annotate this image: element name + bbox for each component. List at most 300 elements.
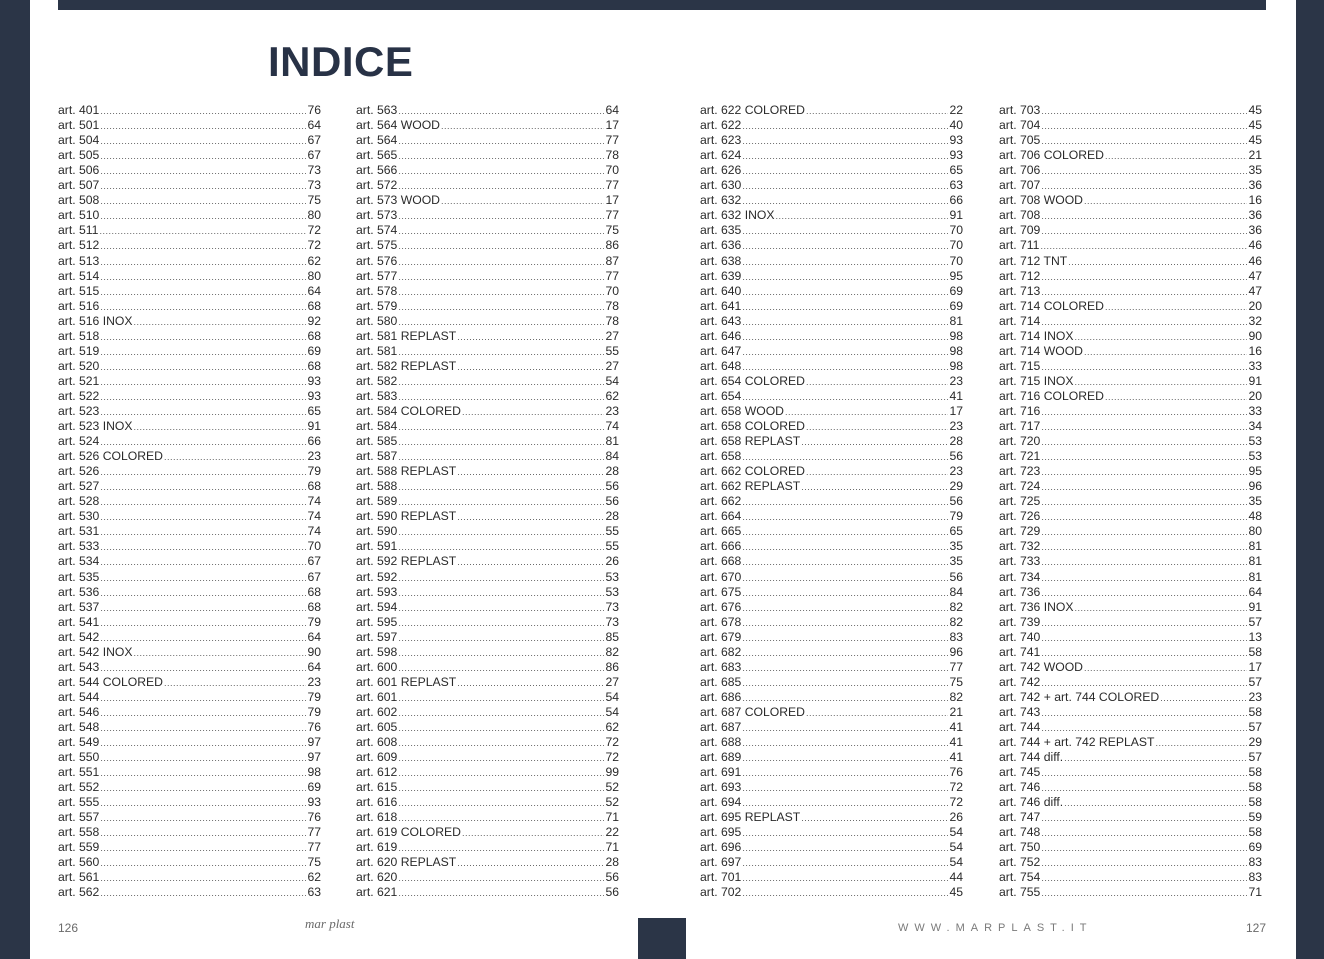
dot-leader xyxy=(742,570,948,585)
index-entry xyxy=(58,163,321,178)
page-ref: 22 xyxy=(949,103,963,118)
index-entry xyxy=(58,269,321,284)
page-ref: 64 xyxy=(1248,584,1262,599)
dot-leader xyxy=(742,284,948,299)
dot-leader xyxy=(1041,494,1247,509)
article-name: art. 601 xyxy=(356,689,398,704)
page-ref: 23 xyxy=(605,403,619,418)
page-ref: 67 xyxy=(307,569,321,584)
index-entry xyxy=(356,810,619,825)
page-ref: 47 xyxy=(1248,268,1262,283)
dot-leader xyxy=(398,269,604,284)
index-entry xyxy=(58,404,321,419)
article-name: art. 516 xyxy=(58,298,100,313)
page-ref: 55 xyxy=(605,524,619,539)
article-name: art. 563 xyxy=(356,103,398,118)
page-ref: 66 xyxy=(307,434,321,449)
page-ref: 76 xyxy=(307,103,321,118)
page-ref: 54 xyxy=(949,855,963,870)
article-name: art. 560 xyxy=(58,855,100,870)
article-name: art. 524 xyxy=(58,434,100,449)
index-entry xyxy=(58,193,321,208)
page-ref: 56 xyxy=(605,885,619,900)
article-name: art. 561 xyxy=(58,870,100,885)
index-entry xyxy=(58,359,321,374)
article-name: art. 510 xyxy=(58,208,100,223)
article-name: art. 615 xyxy=(356,780,398,795)
dot-leader xyxy=(1105,148,1247,163)
dot-leader xyxy=(1160,690,1247,705)
page-ref: 77 xyxy=(605,178,619,193)
index-entry xyxy=(999,885,1262,900)
article-name: art. 543 xyxy=(58,659,100,674)
dot-leader xyxy=(398,885,604,900)
index-entry xyxy=(356,720,619,735)
dot-leader xyxy=(457,554,604,569)
article-name: art. 580 xyxy=(356,313,398,328)
article-name: art. 518 xyxy=(58,328,100,343)
index-entry xyxy=(58,840,321,855)
index-entry xyxy=(356,178,619,193)
page-ref: 82 xyxy=(949,689,963,704)
index-entry xyxy=(700,148,963,163)
dot-leader xyxy=(806,374,948,389)
page-ref: 63 xyxy=(949,178,963,193)
index-entry xyxy=(700,133,963,148)
page-ref: 93 xyxy=(307,795,321,810)
index-entry xyxy=(58,133,321,148)
page-ref: 62 xyxy=(307,253,321,268)
dot-leader xyxy=(398,208,604,223)
page-ref: 64 xyxy=(307,629,321,644)
index-entry xyxy=(700,600,963,615)
article-name: art. 666 xyxy=(700,539,742,554)
article-name: art. 694 xyxy=(700,795,742,810)
page-ref: 33 xyxy=(1248,358,1262,373)
page-ref: 57 xyxy=(1248,750,1262,765)
index-entry xyxy=(356,238,619,253)
dot-leader xyxy=(1041,615,1247,630)
dot-leader xyxy=(398,254,604,269)
dot-leader xyxy=(1041,464,1247,479)
article-name: art. 544 COLORED xyxy=(58,674,163,689)
index-entry xyxy=(700,238,963,253)
page-ref: 76 xyxy=(949,765,963,780)
dot-leader xyxy=(398,570,604,585)
dot-leader xyxy=(742,178,948,193)
article-name: art. 712 xyxy=(999,268,1041,283)
dot-leader xyxy=(1155,735,1247,750)
article-name: art. 622 xyxy=(700,118,742,133)
page-ref: 98 xyxy=(949,358,963,373)
index-entry xyxy=(58,630,321,645)
article-name: art. 601 REPLAST xyxy=(356,674,457,689)
index-entry xyxy=(356,208,619,223)
page-ref: 76 xyxy=(307,810,321,825)
article-name: art. 724 xyxy=(999,479,1041,494)
page-ref: 55 xyxy=(605,343,619,358)
dot-leader xyxy=(742,148,948,163)
dot-leader xyxy=(742,600,948,615)
article-name: art. 691 xyxy=(700,765,742,780)
page-ref: 55 xyxy=(605,539,619,554)
article-name: art. 536 xyxy=(58,584,100,599)
index-entry xyxy=(58,735,321,750)
index-entry xyxy=(700,675,963,690)
page-ref: 95 xyxy=(1248,464,1262,479)
article-name: art. 542 INOX xyxy=(58,644,133,659)
top-bar xyxy=(58,0,1266,10)
index-entry xyxy=(58,103,321,118)
article-name: art. 562 xyxy=(58,885,100,900)
index-entry xyxy=(999,479,1262,494)
page-ref: 28 xyxy=(949,434,963,449)
dot-leader xyxy=(742,509,948,524)
article-name: art. 504 xyxy=(58,133,100,148)
page-ref: 26 xyxy=(605,554,619,569)
index-entry xyxy=(999,870,1262,885)
page-ref: 93 xyxy=(949,148,963,163)
article-name: art. 618 xyxy=(356,810,398,825)
page-ref: 63 xyxy=(307,885,321,900)
index-entry xyxy=(700,885,963,900)
index-entry xyxy=(356,163,619,178)
dot-leader xyxy=(1041,314,1247,329)
index-entry xyxy=(700,509,963,524)
article-name: art. 632 xyxy=(700,193,742,208)
page-ref: 79 xyxy=(949,509,963,524)
index-entry xyxy=(700,374,963,389)
page-ref: 69 xyxy=(949,283,963,298)
article-name: art. 742 WOOD xyxy=(999,659,1083,674)
article-name: art. 720 xyxy=(999,434,1041,449)
article-name: art. 678 xyxy=(700,614,742,629)
article-name: art. 541 xyxy=(58,614,100,629)
page-ref: 77 xyxy=(605,133,619,148)
article-name: art. 549 xyxy=(58,735,100,750)
article-name: art. 584 xyxy=(356,419,398,434)
index-entry xyxy=(999,344,1262,359)
page-ref: 72 xyxy=(605,750,619,765)
dot-leader xyxy=(1041,269,1247,284)
index-entry xyxy=(999,615,1262,630)
page-ref: 97 xyxy=(307,735,321,750)
page-ref: 17 xyxy=(605,193,619,208)
index-entry xyxy=(356,449,619,464)
dot-leader xyxy=(100,870,306,885)
dot-leader xyxy=(801,479,948,494)
page-ref: 54 xyxy=(605,689,619,704)
page-ref: 41 xyxy=(949,750,963,765)
page-ref: 56 xyxy=(605,479,619,494)
dot-leader xyxy=(1041,539,1247,554)
dot-leader xyxy=(1041,855,1247,870)
page-ref: 53 xyxy=(605,569,619,584)
dot-leader xyxy=(100,885,306,900)
article-name: art. 593 xyxy=(356,584,398,599)
article-name: art. 717 xyxy=(999,419,1041,434)
dot-leader xyxy=(742,660,948,675)
index-entry xyxy=(58,118,321,133)
index-entry xyxy=(356,675,619,690)
page-ref: 78 xyxy=(605,298,619,313)
article-name: art. 714 COLORED xyxy=(999,298,1104,313)
index-entry xyxy=(700,615,963,630)
page-ref: 70 xyxy=(949,238,963,253)
article-name: art. 688 xyxy=(700,735,742,750)
index-entry xyxy=(356,193,619,208)
index-entry xyxy=(356,359,619,374)
article-name: art. 505 xyxy=(58,148,100,163)
dot-leader xyxy=(398,600,604,615)
article-name: art. 544 xyxy=(58,689,100,704)
page-ref: 23 xyxy=(949,464,963,479)
index-entry xyxy=(58,449,321,464)
page-ref: 79 xyxy=(307,704,321,719)
page-ref: 70 xyxy=(949,223,963,238)
article-name: art. 620 REPLAST xyxy=(356,855,457,870)
dot-leader xyxy=(100,359,306,374)
page-ref: 64 xyxy=(307,283,321,298)
dot-leader xyxy=(100,374,306,389)
page-ref: 77 xyxy=(307,840,321,855)
article-name: art. 725 xyxy=(999,494,1041,509)
article-name: art. 552 xyxy=(58,780,100,795)
dot-leader xyxy=(398,585,604,600)
article-name: art. 743 xyxy=(999,704,1041,719)
page-ref: 53 xyxy=(1248,434,1262,449)
article-name: art. 647 xyxy=(700,343,742,358)
website-url: WWW.MARPLAST.IT xyxy=(898,922,1093,934)
dot-leader xyxy=(1041,284,1247,299)
article-name: art. 521 xyxy=(58,373,100,388)
page-ref: 71 xyxy=(605,810,619,825)
dot-leader xyxy=(398,449,604,464)
index-entry xyxy=(700,419,963,434)
dot-leader xyxy=(1041,705,1247,720)
dot-leader xyxy=(742,735,948,750)
dot-leader xyxy=(100,600,306,615)
index-entry xyxy=(58,253,321,268)
dot-leader xyxy=(398,344,604,359)
page-ref: 90 xyxy=(1248,328,1262,343)
page-ref: 75 xyxy=(605,223,619,238)
dot-leader xyxy=(1041,419,1247,434)
index-column-1 xyxy=(58,103,321,900)
dot-leader xyxy=(1075,329,1248,344)
index-entry xyxy=(58,539,321,554)
dot-leader xyxy=(398,389,604,404)
article-name: art. 531 xyxy=(58,524,100,539)
index-column-3 xyxy=(700,103,963,900)
index-entry xyxy=(58,675,321,690)
index-entry xyxy=(700,855,963,870)
dot-leader xyxy=(742,840,948,855)
index-entry xyxy=(999,103,1262,118)
page-ref: 54 xyxy=(605,704,619,719)
dot-leader xyxy=(457,855,604,870)
page-ref: 65 xyxy=(949,524,963,539)
page-ref: 29 xyxy=(949,479,963,494)
page-ref: 23 xyxy=(1248,689,1262,704)
page-ref: 80 xyxy=(307,268,321,283)
dot-leader xyxy=(1040,238,1247,253)
dot-leader xyxy=(1105,299,1247,314)
dot-leader xyxy=(1041,885,1247,900)
article-name: art. 548 xyxy=(58,719,100,734)
dot-leader xyxy=(806,705,948,720)
index-entry xyxy=(356,284,619,299)
page-ref: 57 xyxy=(1248,614,1262,629)
page-ref: 74 xyxy=(307,494,321,509)
index-entry xyxy=(999,419,1262,434)
index-entry xyxy=(58,780,321,795)
page-ref: 53 xyxy=(605,584,619,599)
page-ref: 78 xyxy=(605,313,619,328)
dot-leader xyxy=(1041,118,1247,133)
page-ref: 92 xyxy=(307,313,321,328)
dot-leader xyxy=(100,660,306,675)
dot-leader xyxy=(1105,389,1247,404)
index-entry xyxy=(700,253,963,268)
page-ref: 81 xyxy=(1248,569,1262,584)
dot-leader xyxy=(100,705,306,720)
page-ref: 77 xyxy=(605,268,619,283)
index-entry xyxy=(700,569,963,584)
dot-leader xyxy=(100,238,306,253)
index-entry xyxy=(58,615,321,630)
article-name: art. 550 xyxy=(58,750,100,765)
page-ref: 41 xyxy=(949,388,963,403)
dot-leader xyxy=(398,223,604,238)
page-ref: 73 xyxy=(605,599,619,614)
article-name: art. 582 xyxy=(356,373,398,388)
page-ref: 72 xyxy=(949,795,963,810)
page-ref: 58 xyxy=(1248,780,1262,795)
index-entry xyxy=(356,795,619,810)
article-name: art. 635 xyxy=(700,223,742,238)
dot-leader xyxy=(398,840,604,855)
page-ref: 79 xyxy=(307,689,321,704)
dot-leader xyxy=(457,509,604,524)
dot-leader xyxy=(100,208,306,223)
dot-leader xyxy=(785,404,948,419)
page-ref: 69 xyxy=(307,343,321,358)
article-name: art. 658 xyxy=(700,449,742,464)
article-name: art. 676 xyxy=(700,599,742,614)
dot-leader xyxy=(742,133,948,148)
article-name: art. 609 xyxy=(356,750,398,765)
article-name: art. 693 xyxy=(700,780,742,795)
index-entry xyxy=(356,645,619,660)
index-entry xyxy=(58,238,321,253)
dot-leader xyxy=(398,284,604,299)
dot-leader xyxy=(1041,223,1247,238)
index-entry xyxy=(700,344,963,359)
index-entry xyxy=(58,870,321,885)
article-name: art. 696 xyxy=(700,840,742,855)
index-entry xyxy=(356,600,619,615)
article-name: art. 721 xyxy=(999,449,1041,464)
index-entry xyxy=(700,735,963,750)
article-name: art. 686 xyxy=(700,689,742,704)
index-entry xyxy=(999,133,1262,148)
dot-leader xyxy=(398,238,604,253)
index-entry xyxy=(999,539,1262,554)
dot-leader xyxy=(100,299,306,314)
index-entry xyxy=(999,645,1262,660)
dot-leader xyxy=(100,585,306,600)
dot-leader xyxy=(742,795,948,810)
index-entry xyxy=(999,585,1262,600)
dot-leader xyxy=(100,284,306,299)
index-entry xyxy=(700,585,963,600)
dot-leader xyxy=(100,163,306,178)
dot-leader xyxy=(1041,359,1247,374)
page-ref: 91 xyxy=(1248,373,1262,388)
article-name: art. 638 xyxy=(700,253,742,268)
dot-leader xyxy=(801,434,948,449)
dot-leader xyxy=(1041,524,1247,539)
article-name: art. 602 xyxy=(356,704,398,719)
index-entry xyxy=(356,269,619,284)
page-ref: 77 xyxy=(949,659,963,674)
dot-leader xyxy=(100,780,306,795)
index-entry xyxy=(999,750,1262,765)
dot-leader xyxy=(1084,660,1247,675)
index-entry xyxy=(700,705,963,720)
article-name: art. 662 REPLAST xyxy=(700,479,801,494)
index-entry xyxy=(700,434,963,449)
page-ref: 52 xyxy=(605,795,619,810)
index-entry xyxy=(356,509,619,524)
article-name: art. 623 xyxy=(700,133,742,148)
index-entry xyxy=(700,103,963,118)
index-entry xyxy=(999,284,1262,299)
article-name: art. 668 xyxy=(700,554,742,569)
index-entry xyxy=(58,434,321,449)
dot-leader xyxy=(398,765,604,780)
article-name: art. 519 xyxy=(58,343,100,358)
article-name: art. 564 xyxy=(356,133,398,148)
article-name: art. 750 xyxy=(999,840,1041,855)
article-name: art. 583 xyxy=(356,388,398,403)
article-name: art. 535 xyxy=(58,569,100,584)
article-name: art. 512 xyxy=(58,238,100,253)
dot-leader xyxy=(742,720,948,735)
index-entry xyxy=(356,750,619,765)
page-ref: 28 xyxy=(605,509,619,524)
page-ref: 67 xyxy=(307,148,321,163)
article-name: art. 706 xyxy=(999,163,1041,178)
article-name: art. 736 xyxy=(999,584,1041,599)
page-ref: 68 xyxy=(307,358,321,373)
page-ref: 68 xyxy=(307,328,321,343)
dot-leader xyxy=(462,404,604,419)
article-name: art. 605 xyxy=(356,719,398,734)
page-ref: 44 xyxy=(949,870,963,885)
article-name: art. 640 xyxy=(700,283,742,298)
page-ref: 96 xyxy=(1248,479,1262,494)
index-entry xyxy=(700,524,963,539)
index-entry xyxy=(58,299,321,314)
page-ref: 98 xyxy=(949,343,963,358)
article-name: art. 715 xyxy=(999,358,1041,373)
dot-leader xyxy=(100,795,306,810)
article-name: art. 732 xyxy=(999,539,1041,554)
index-entry xyxy=(58,374,321,389)
article-name: art. 646 xyxy=(700,328,742,343)
